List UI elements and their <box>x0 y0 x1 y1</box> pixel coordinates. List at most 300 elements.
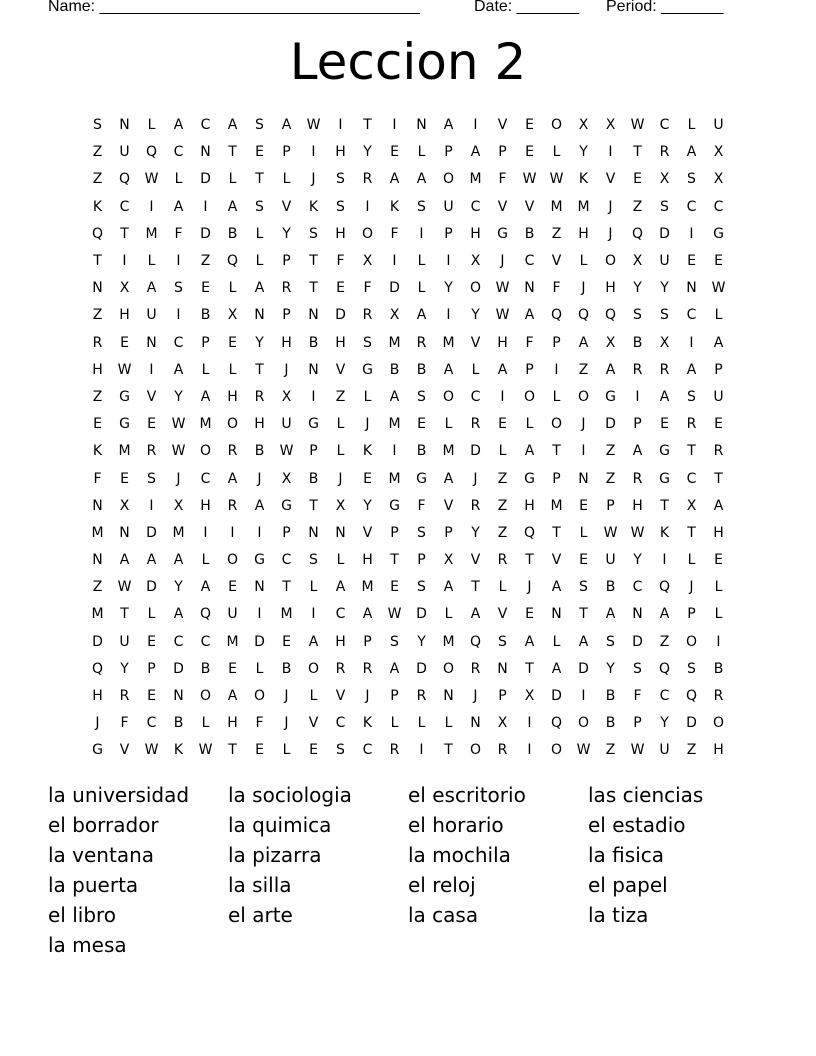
grid-letter: V <box>146 388 157 405</box>
grid-letter: Z <box>92 388 103 405</box>
worksheet-header <box>48 0 768 20</box>
grid-letter: T <box>120 606 129 623</box>
grid-letter: D <box>335 307 346 324</box>
grid-letter: B <box>713 660 724 677</box>
grid-letter: T <box>309 497 318 514</box>
grid-letter: U <box>119 144 130 161</box>
grid-letter: V <box>443 497 454 514</box>
grid-letter: B <box>605 715 616 732</box>
grid-letter: C <box>200 633 211 650</box>
grid-letter: M <box>388 470 401 487</box>
grid-letter: A <box>308 633 319 650</box>
word-bank-item: el escritorio <box>408 783 526 807</box>
grid-letter: P <box>606 497 615 514</box>
grid-letter: I <box>311 606 316 623</box>
grid-letter: S <box>417 388 426 405</box>
grid-letter: R <box>227 443 238 460</box>
grid-letter: A <box>335 579 346 596</box>
grid-letter: N <box>308 524 319 541</box>
grid-letter: A <box>146 552 157 569</box>
grid-letter: T <box>714 470 723 487</box>
grid-letter: H <box>713 524 724 541</box>
grid-letter: U <box>227 606 238 623</box>
grid-letter: I <box>176 253 181 270</box>
grid-letter: E <box>309 742 318 759</box>
grid-letter: X <box>227 307 238 324</box>
grid-letter: T <box>120 225 129 242</box>
grid-row <box>84 384 732 411</box>
grid-letter: Z <box>632 198 643 215</box>
grid-row <box>84 357 732 384</box>
grid-letter: P <box>444 225 453 242</box>
grid-letter: L <box>363 388 372 405</box>
grid-letter: A <box>173 552 184 569</box>
grid-letter: D <box>632 633 643 650</box>
grid-letter: P <box>390 524 399 541</box>
grid-letter: R <box>362 307 373 324</box>
grid-letter: Z <box>605 443 616 460</box>
grid-letter: C <box>335 606 346 623</box>
grid-letter: D <box>578 660 589 677</box>
grid-letter: X <box>497 715 508 732</box>
grid-letter: B <box>524 225 535 242</box>
grid-letter: P <box>714 361 723 378</box>
grid-letter: H <box>524 497 535 514</box>
grid-letter: U <box>659 742 670 759</box>
grid-letter: A <box>713 334 724 351</box>
grid-letter: L <box>201 361 210 378</box>
grid-letter: E <box>147 416 156 433</box>
grid-letter: A <box>659 388 670 405</box>
grid-letter: G <box>659 443 670 460</box>
grid-letter: B <box>308 334 319 351</box>
grid-letter: E <box>336 280 345 297</box>
grid-letter: Y <box>633 552 642 569</box>
grid-letter: L <box>471 361 480 378</box>
grid-letter: J <box>311 171 316 188</box>
grid-letter: R <box>362 171 373 188</box>
grid-letter: P <box>633 416 642 433</box>
grid-letter: O <box>577 715 590 732</box>
grid-letter: B <box>308 470 319 487</box>
grid-letter: I <box>446 307 451 324</box>
grid-letter: A <box>281 117 292 134</box>
grid-letter: E <box>417 416 426 433</box>
grid-letter: T <box>255 361 264 378</box>
grid-letter: N <box>173 688 184 705</box>
grid-letter: R <box>470 497 481 514</box>
grid-letter: P <box>498 688 507 705</box>
grid-letter: S <box>687 388 696 405</box>
grid-letter: P <box>633 715 642 732</box>
grid-letter: F <box>120 715 129 732</box>
grid-letter: L <box>147 606 156 623</box>
grid-letter: U <box>119 633 130 650</box>
grid-letter: O <box>469 742 482 759</box>
grid-letter: K <box>659 524 670 541</box>
grid-letter: U <box>659 253 670 270</box>
grid-letter: U <box>713 388 724 405</box>
grid-letter: D <box>92 633 103 650</box>
grid-letter: H <box>335 144 346 161</box>
grid-letter: A <box>173 361 184 378</box>
grid-letter: L <box>417 715 426 732</box>
grid-letter: M <box>577 198 590 215</box>
grid-letter: I <box>149 497 154 514</box>
grid-letter: I <box>581 688 586 705</box>
grid-letter: J <box>95 715 100 732</box>
grid-letter: F <box>255 715 264 732</box>
grid-letter: B <box>173 715 184 732</box>
grid-letter: O <box>199 443 212 460</box>
grid-letter: L <box>390 715 399 732</box>
name-field: Name: ____________________________________ <box>48 0 420 15</box>
grid-letter: Y <box>606 660 615 677</box>
grid-letter: N <box>92 497 103 514</box>
grid-letter: V <box>497 198 508 215</box>
date-field: Date: _______ <box>474 0 579 15</box>
grid-letter: V <box>308 715 319 732</box>
grid-letter: D <box>200 225 211 242</box>
grid-letter: A <box>173 606 184 623</box>
grid-letter: U <box>146 307 157 324</box>
grid-letter: N <box>443 688 454 705</box>
grid-letter: M <box>91 524 104 541</box>
grid-letter: R <box>389 742 400 759</box>
grid-letter: K <box>92 198 103 215</box>
grid-letter: E <box>525 606 534 623</box>
grid-letter: S <box>633 307 642 324</box>
grid-letter: X <box>578 117 589 134</box>
grid-letter: S <box>498 633 507 650</box>
grid-letter: X <box>605 117 616 134</box>
grid-letter: A <box>686 144 697 161</box>
grid-letter: S <box>93 117 102 134</box>
grid-letter: S <box>255 117 264 134</box>
grid-letter: X <box>119 497 130 514</box>
grid-letter: T <box>228 742 237 759</box>
grid-letter: D <box>146 524 157 541</box>
grid-letter: S <box>255 198 264 215</box>
grid-letter: Z <box>497 497 508 514</box>
grid-letter: X <box>281 388 292 405</box>
grid-letter: O <box>226 416 239 433</box>
grid-letter: I <box>500 388 505 405</box>
grid-letter: E <box>363 470 372 487</box>
grid-letter: H <box>281 334 292 351</box>
grid-row <box>84 438 732 465</box>
grid-letter: T <box>687 443 696 460</box>
grid-letter: T <box>552 524 561 541</box>
grid-letter: H <box>335 633 346 650</box>
grid-letter: A <box>470 606 481 623</box>
grid-letter: T <box>390 552 399 569</box>
grid-letter: B <box>254 443 265 460</box>
grid-letter: V <box>470 552 481 569</box>
grid-letter: E <box>93 416 102 433</box>
grid-letter: N <box>470 715 481 732</box>
grid-letter: R <box>713 688 724 705</box>
grid-letter: E <box>633 171 642 188</box>
letter-grid <box>84 112 732 765</box>
grid-letter: P <box>282 524 291 541</box>
grid-letter: L <box>417 253 426 270</box>
grid-letter: N <box>119 524 130 541</box>
grid-letter: G <box>92 742 103 759</box>
grid-letter: Z <box>92 579 103 596</box>
grid-letter: X <box>524 688 535 705</box>
grid-letter: A <box>173 198 184 215</box>
grid-letter: E <box>714 416 723 433</box>
grid-letter: E <box>120 470 129 487</box>
grid-letter: C <box>686 470 697 487</box>
period-field: Period: _______ <box>606 0 724 15</box>
grid-letter: N <box>119 117 130 134</box>
grid-letter: I <box>149 361 154 378</box>
grid-letter: N <box>578 470 589 487</box>
grid-letter: J <box>284 715 289 732</box>
grid-letter: L <box>498 579 507 596</box>
grid-letter: E <box>714 253 723 270</box>
grid-letter: A <box>551 660 562 677</box>
grid-letter: Q <box>658 660 671 677</box>
grid-letter: N <box>686 280 697 297</box>
grid-letter: B <box>416 361 427 378</box>
grid-letter: N <box>254 579 265 596</box>
grid-letter: E <box>228 334 237 351</box>
grid-letter: A <box>227 117 238 134</box>
grid-letter: I <box>554 361 559 378</box>
grid-letter: R <box>713 443 724 460</box>
grid-letter: R <box>146 443 157 460</box>
grid-letter: R <box>659 144 670 161</box>
grid-letter: S <box>390 633 399 650</box>
grid-letter: I <box>392 117 397 134</box>
grid-letter: N <box>92 280 103 297</box>
grid-letter: A <box>200 579 211 596</box>
grid-letter: Y <box>660 280 669 297</box>
grid-letter: C <box>335 715 346 732</box>
grid-letter: W <box>603 524 618 541</box>
grid-row <box>84 520 732 547</box>
word-bank-item: el estadio <box>588 813 686 837</box>
grid-letter: M <box>388 416 401 433</box>
grid-letter: G <box>119 388 130 405</box>
grid-letter: Q <box>523 524 536 541</box>
grid-letter: I <box>581 443 586 460</box>
grid-letter: R <box>227 497 238 514</box>
grid-letter: W <box>630 117 645 134</box>
grid-letter: A <box>443 361 454 378</box>
grid-letter: A <box>389 388 400 405</box>
grid-row <box>84 710 732 737</box>
grid-letter: D <box>416 606 427 623</box>
grid-letter: T <box>525 552 534 569</box>
grid-letter: L <box>201 552 210 569</box>
grid-letter: H <box>92 361 103 378</box>
grid-letter: B <box>605 688 616 705</box>
grid-letter: T <box>444 742 453 759</box>
grid-letter: F <box>363 280 372 297</box>
grid-letter: I <box>149 198 154 215</box>
grid-letter: W <box>144 742 159 759</box>
grid-letter: T <box>309 253 318 270</box>
grid-letter: S <box>174 280 183 297</box>
grid-row <box>84 275 732 302</box>
word-bank-item: la ventana <box>48 843 155 867</box>
grid-letter: T <box>525 660 534 677</box>
grid-letter: V <box>335 361 346 378</box>
grid-letter: H <box>200 497 211 514</box>
grid-letter: I <box>365 198 370 215</box>
grid-letter: X <box>173 497 184 514</box>
grid-letter: A <box>362 606 373 623</box>
grid-letter: G <box>713 225 724 242</box>
grid-letter: L <box>498 443 507 460</box>
grid-letter: T <box>552 443 561 460</box>
grid-letter: L <box>282 171 291 188</box>
grid-letter: W <box>495 280 510 297</box>
grid-letter: D <box>659 225 670 242</box>
grid-letter: T <box>255 171 264 188</box>
grid-letter: P <box>390 688 399 705</box>
word-bank-item: el horario <box>408 813 504 837</box>
grid-letter: X <box>119 280 130 297</box>
grid-letter: G <box>524 470 535 487</box>
grid-letter: E <box>525 117 534 134</box>
grid-letter: T <box>93 253 102 270</box>
grid-row <box>84 737 732 764</box>
grid-letter: G <box>659 470 670 487</box>
grid-letter: A <box>227 198 238 215</box>
grid-letter: L <box>228 280 237 297</box>
grid-letter: W <box>630 524 645 541</box>
grid-letter: J <box>365 688 370 705</box>
grid-letter: L <box>417 144 426 161</box>
grid-letter: K <box>389 198 400 215</box>
grid-letter: S <box>309 552 318 569</box>
grid-letter: P <box>498 144 507 161</box>
grid-letter: K <box>362 715 373 732</box>
grid-letter: A <box>578 633 589 650</box>
grid-letter: X <box>605 334 616 351</box>
grid-letter: P <box>444 144 453 161</box>
grid-letter: W <box>495 307 510 324</box>
grid-letter: Q <box>91 660 104 677</box>
grid-letter: I <box>230 524 235 541</box>
grid-letter: X <box>362 253 373 270</box>
grid-letter: Q <box>685 688 698 705</box>
grid-letter: A <box>416 307 427 324</box>
grid-letter: H <box>335 334 346 351</box>
grid-letter: X <box>389 307 400 324</box>
grid-letter: G <box>281 497 292 514</box>
grid-letter: F <box>336 253 345 270</box>
word-bank-item: el libro <box>48 903 117 927</box>
grid-letter: D <box>686 715 697 732</box>
grid-letter: A <box>524 443 535 460</box>
grid-letter: M <box>199 416 212 433</box>
grid-letter: D <box>173 660 184 677</box>
grid-row <box>84 166 732 193</box>
grid-letter: V <box>524 198 535 215</box>
grid-letter: J <box>338 470 343 487</box>
grid-letter: H <box>632 497 643 514</box>
grid-letter: I <box>635 388 640 405</box>
grid-letter: W <box>387 606 402 623</box>
grid-letter: R <box>416 688 427 705</box>
grid-letter: R <box>119 688 130 705</box>
grid-letter: N <box>146 334 157 351</box>
grid-letter: L <box>147 117 156 134</box>
grid-letter: F <box>390 225 399 242</box>
grid-letter: E <box>255 144 264 161</box>
grid-letter: P <box>552 334 561 351</box>
grid-letter: I <box>203 524 208 541</box>
grid-letter: R <box>497 742 508 759</box>
grid-letter: S <box>336 171 345 188</box>
grid-row <box>84 465 732 492</box>
grid-letter: A <box>254 497 265 514</box>
grid-letter: R <box>416 334 427 351</box>
grid-letter: J <box>581 280 586 297</box>
grid-letter: I <box>203 198 208 215</box>
grid-letter: I <box>311 388 316 405</box>
grid-letter: I <box>662 552 667 569</box>
grid-letter: X <box>659 171 670 188</box>
grid-letter: P <box>282 144 291 161</box>
grid-letter: G <box>416 470 427 487</box>
grid-letter: Y <box>471 307 480 324</box>
grid-letter: H <box>470 225 481 242</box>
grid-letter: K <box>362 443 373 460</box>
grid-letter: N <box>308 361 319 378</box>
grid-letter: Q <box>658 579 671 596</box>
grid-letter: C <box>173 633 184 650</box>
grid-letter: S <box>336 198 345 215</box>
grid-letter: J <box>284 688 289 705</box>
grid-letter: X <box>470 253 481 270</box>
grid-letter: E <box>228 660 237 677</box>
grid-letter: Z <box>686 742 697 759</box>
grid-letter: J <box>176 470 181 487</box>
grid-letter: A <box>227 470 238 487</box>
grid-letter: I <box>473 117 478 134</box>
grid-letter: Z <box>497 470 508 487</box>
grid-letter: W <box>711 280 726 297</box>
grid-letter: O <box>442 660 455 677</box>
grid-letter: G <box>119 416 130 433</box>
grid-letter: T <box>363 117 372 134</box>
grid-letter: R <box>335 660 346 677</box>
grid-letter: O <box>307 660 320 677</box>
grid-letter: Z <box>92 171 103 188</box>
grid-row <box>84 221 732 248</box>
grid-letter: H <box>227 715 238 732</box>
grid-letter: O <box>226 552 239 569</box>
grid-letter: M <box>91 606 104 623</box>
word-bank-item: la sociologia <box>228 783 352 807</box>
grid-letter: C <box>632 579 643 596</box>
grid-letter: L <box>444 606 453 623</box>
grid-letter: L <box>417 280 426 297</box>
grid-letter: P <box>282 253 291 270</box>
grid-row <box>84 194 732 221</box>
grid-letter: I <box>257 606 262 623</box>
grid-letter: F <box>498 171 507 188</box>
grid-letter: T <box>687 524 696 541</box>
grid-letter: R <box>632 470 643 487</box>
